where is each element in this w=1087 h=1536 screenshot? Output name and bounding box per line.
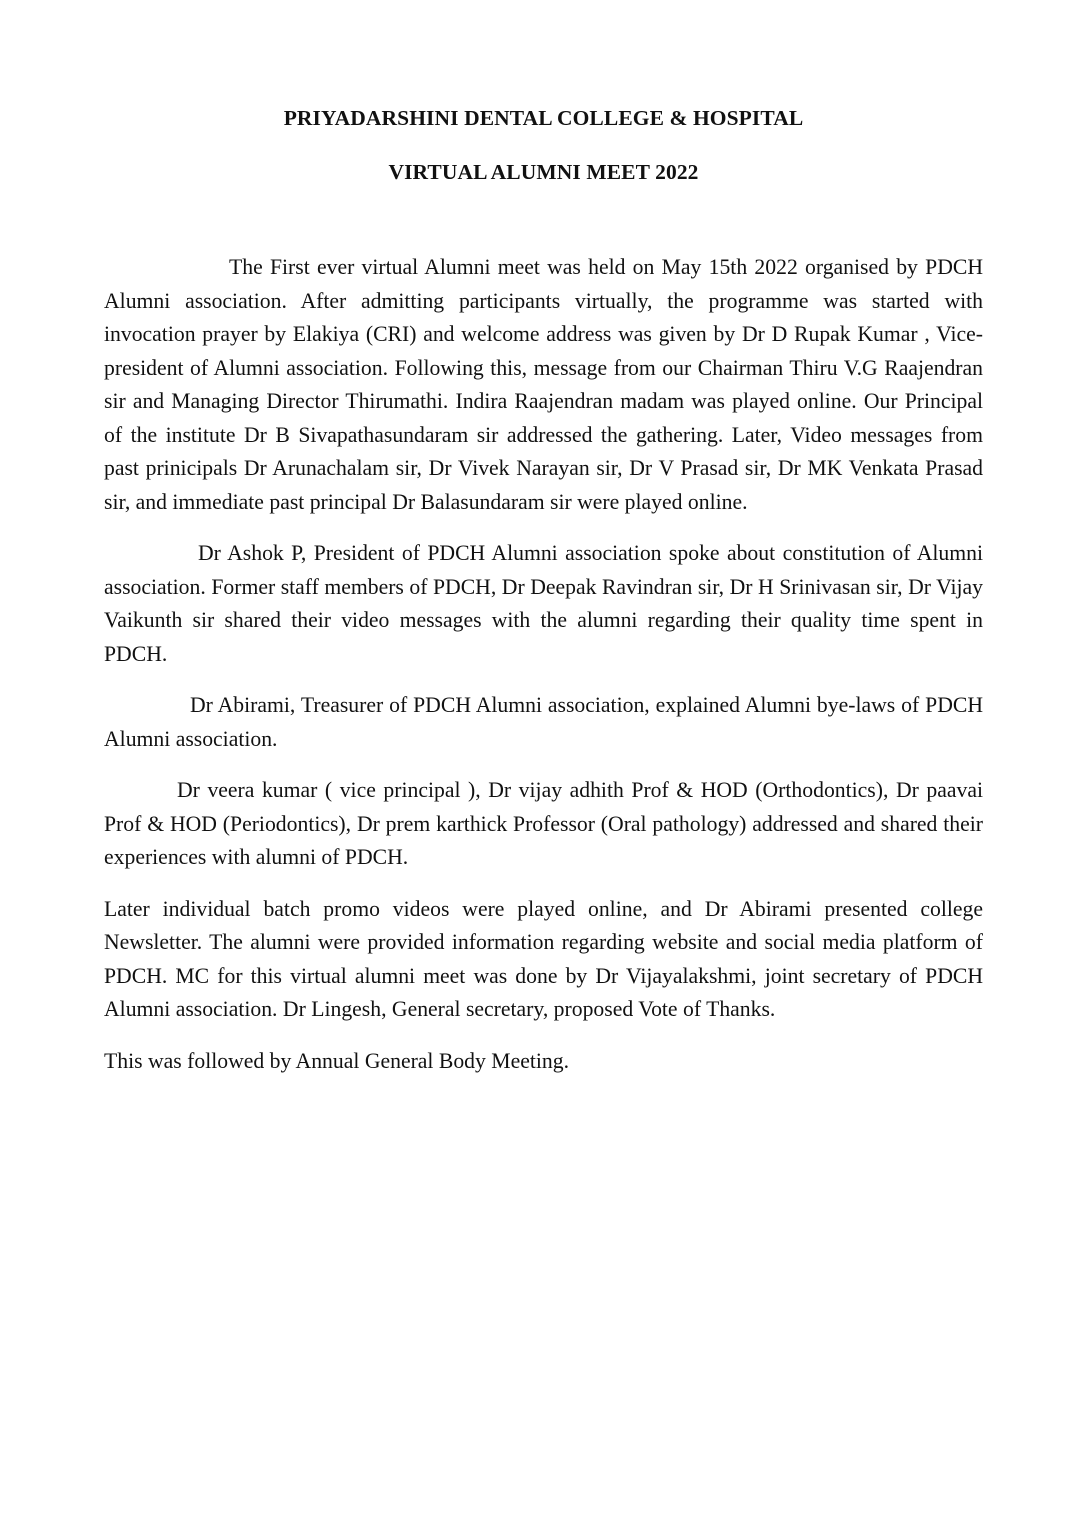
- document-body: [104, 251, 983, 1078]
- paragraph-treasurer-bylaws: Dr Abirami, Treasurer of PDCH Alumni association, explained Alumni bye-laws of PDCH Alumni association.: [104, 693, 983, 751]
- paragraph-general-body-meeting: This was followed by Annual General Body Meeting.: [104, 1048, 569, 1073]
- paragraph-introduction: The First ever virtual Alumni meet was held on May 15th 2022 organised by PDCH Alumni association. After admitting participants virtually, the programme was started with invocation prayer by Elakiya (CRI) and welcome address was given by Dr D Rupak Kumar , Vice-president of Alumni association. Following this, message from our Chairman Thiru V.G Raajendran sir and Managing Director Thirumathi. Indira Raajendran madam was played online. Our Principal of the institute Dr B Sivapathasundaram sir addressed the gathering. Later, Video messages from past prinicipals Dr Arunachalam sir, Dr Vivek Narayan sir, Dr V Prasad sir, Dr MK Venkata Prasad sir, and immediate past principal Dr Balasundaram sir were played online.: [104, 255, 983, 514]
- paragraph-faculty-experiences: Dr veera kumar ( vice principal ), Dr vijay adhith Prof & HOD (Orthodontics), Dr paavai Prof & HOD (Periodontics), Dr prem karthick Professor (Oral pathology) addressed and shared their experiences with alumni of PDCH.: [104, 778, 983, 869]
- document-subheading: VIRTUAL ALUMNI MEET 2022: [388, 160, 699, 184]
- paragraph-president-address: Dr Ashok P, President of PDCH Alumni association spoke about constitution of Alumni association. Former staff members of PDCH, Dr Deepak Ravindran sir, Dr H Srinivasan sir, Dr Vijay Vaikunth sir shared their video messages with the alumni regarding their quality time spent in PDCH.: [104, 541, 983, 666]
- document-heading: PRIYADARSHINI DENTAL COLLEGE & HOSPITAL: [283, 106, 804, 130]
- paragraph-promo-newsletter: Later individual batch promo videos were played online, and Dr Abirami presented college Newsletter. The alumni were provided information regarding website and social media platform of PDCH. MC for this virtual alumni meet was done by Dr Vijayalakshmi, joint secretary of PDCH Alumni association. Dr Lingesh, General secretary, proposed Vote of Thanks.: [104, 896, 983, 1021]
